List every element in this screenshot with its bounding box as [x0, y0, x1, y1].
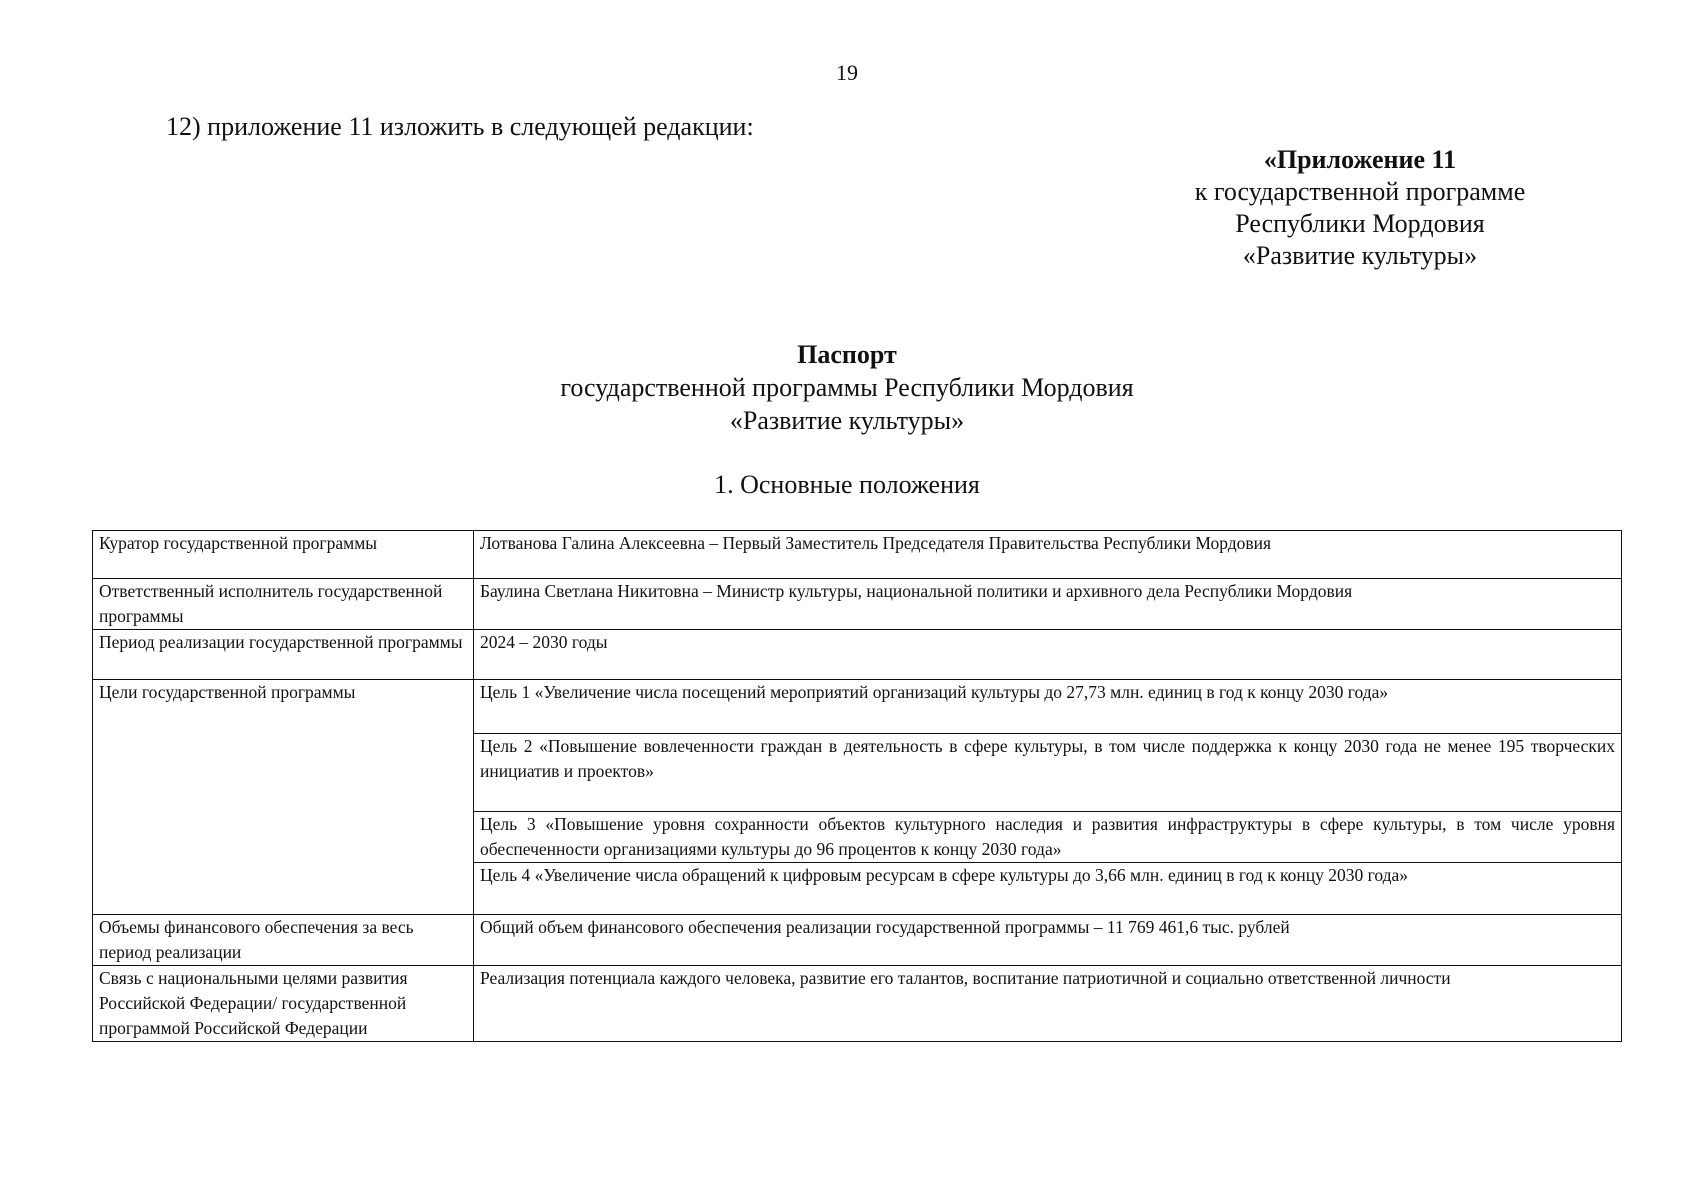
goal-2: Цель 2 «Повышение вовлеченности граждан в деятельность в сфере культуры, в том числе поддержка к концу 2030 года не менее 195 творческих инициатив и проектов»	[474, 734, 1622, 812]
curator-value: Лотванова Галина Алексеевна – Первый Заместитель Председателя Правительства Республики Мордовия	[474, 531, 1622, 579]
link-label: Связь с национальными целями развития Российской Федерации/ государственной программой Российской Федерации	[93, 966, 474, 1042]
curator-label: Куратор государственной программы	[93, 531, 474, 579]
goal-4: Цель 4 «Увеличение числа обращений к цифровым ресурсам в сфере культуры до 3,66 млн. единиц в год к концу 2030 года»	[474, 863, 1622, 915]
goals-label: Цели государственной программы	[93, 680, 474, 915]
funding-value: Общий объем финансового обеспечения реализации государственной программы – 11 769 461,6 тыс. рублей	[474, 915, 1622, 966]
passport-title-block	[0, 338, 1694, 437]
appendix-title: «Приложение 11	[1263, 145, 1457, 174]
period-label: Период реализации государственной программы	[93, 630, 474, 680]
table-row	[93, 531, 1622, 579]
passport-subtitle-1: государственной программы Республики Мордовия	[560, 373, 1134, 402]
table-row	[93, 915, 1622, 966]
executor-label: Ответственный исполнитель государственной программы	[93, 579, 474, 630]
passport-table	[92, 530, 1622, 1042]
goal-1: Цель 1 «Увеличение числа посещений мероприятий организаций культуры до 27,73 млн. единиц в год к концу 2030 года»	[474, 680, 1622, 734]
table-row	[93, 966, 1622, 1042]
table-row	[93, 579, 1622, 630]
goal-3: Цель 3 «Повышение уровня сохранности объектов культурного наследия и развития инфраструктуры в сфере культуры, в том числе уровня обеспеченности организациями культуры до 96 процентов к концу 2030 года»	[474, 812, 1622, 863]
table-row	[93, 680, 1622, 734]
page-number: 19	[836, 60, 858, 85]
period-value: 2024 – 2030 годы	[474, 630, 1622, 680]
appendix-line-2: к государственной программе	[1194, 177, 1526, 206]
passport-title: Паспорт	[797, 340, 897, 369]
section-heading: 1. Основные положения	[714, 470, 980, 499]
executor-value: Баулина Светлана Никитовна – Министр культуры, национальной политики и архивного дела Республики Мордовия	[474, 579, 1622, 630]
passport-subtitle-2: «Развитие культуры»	[729, 406, 965, 435]
intro-text: 12) приложение 11 изложить в следующей редакции:	[166, 112, 754, 141]
appendix-header	[1100, 144, 1620, 272]
link-value: Реализация потенциала каждого человека, развитие его талантов, воспитание патриотичной и социально ответственной личности	[474, 966, 1622, 1042]
appendix-line-3: Республики Мордовия	[1235, 209, 1485, 238]
appendix-line-4: «Развитие культуры»	[1242, 241, 1478, 270]
table-row	[93, 630, 1622, 680]
funding-label: Объемы финансового обеспечения за весь период реализации	[93, 915, 474, 966]
